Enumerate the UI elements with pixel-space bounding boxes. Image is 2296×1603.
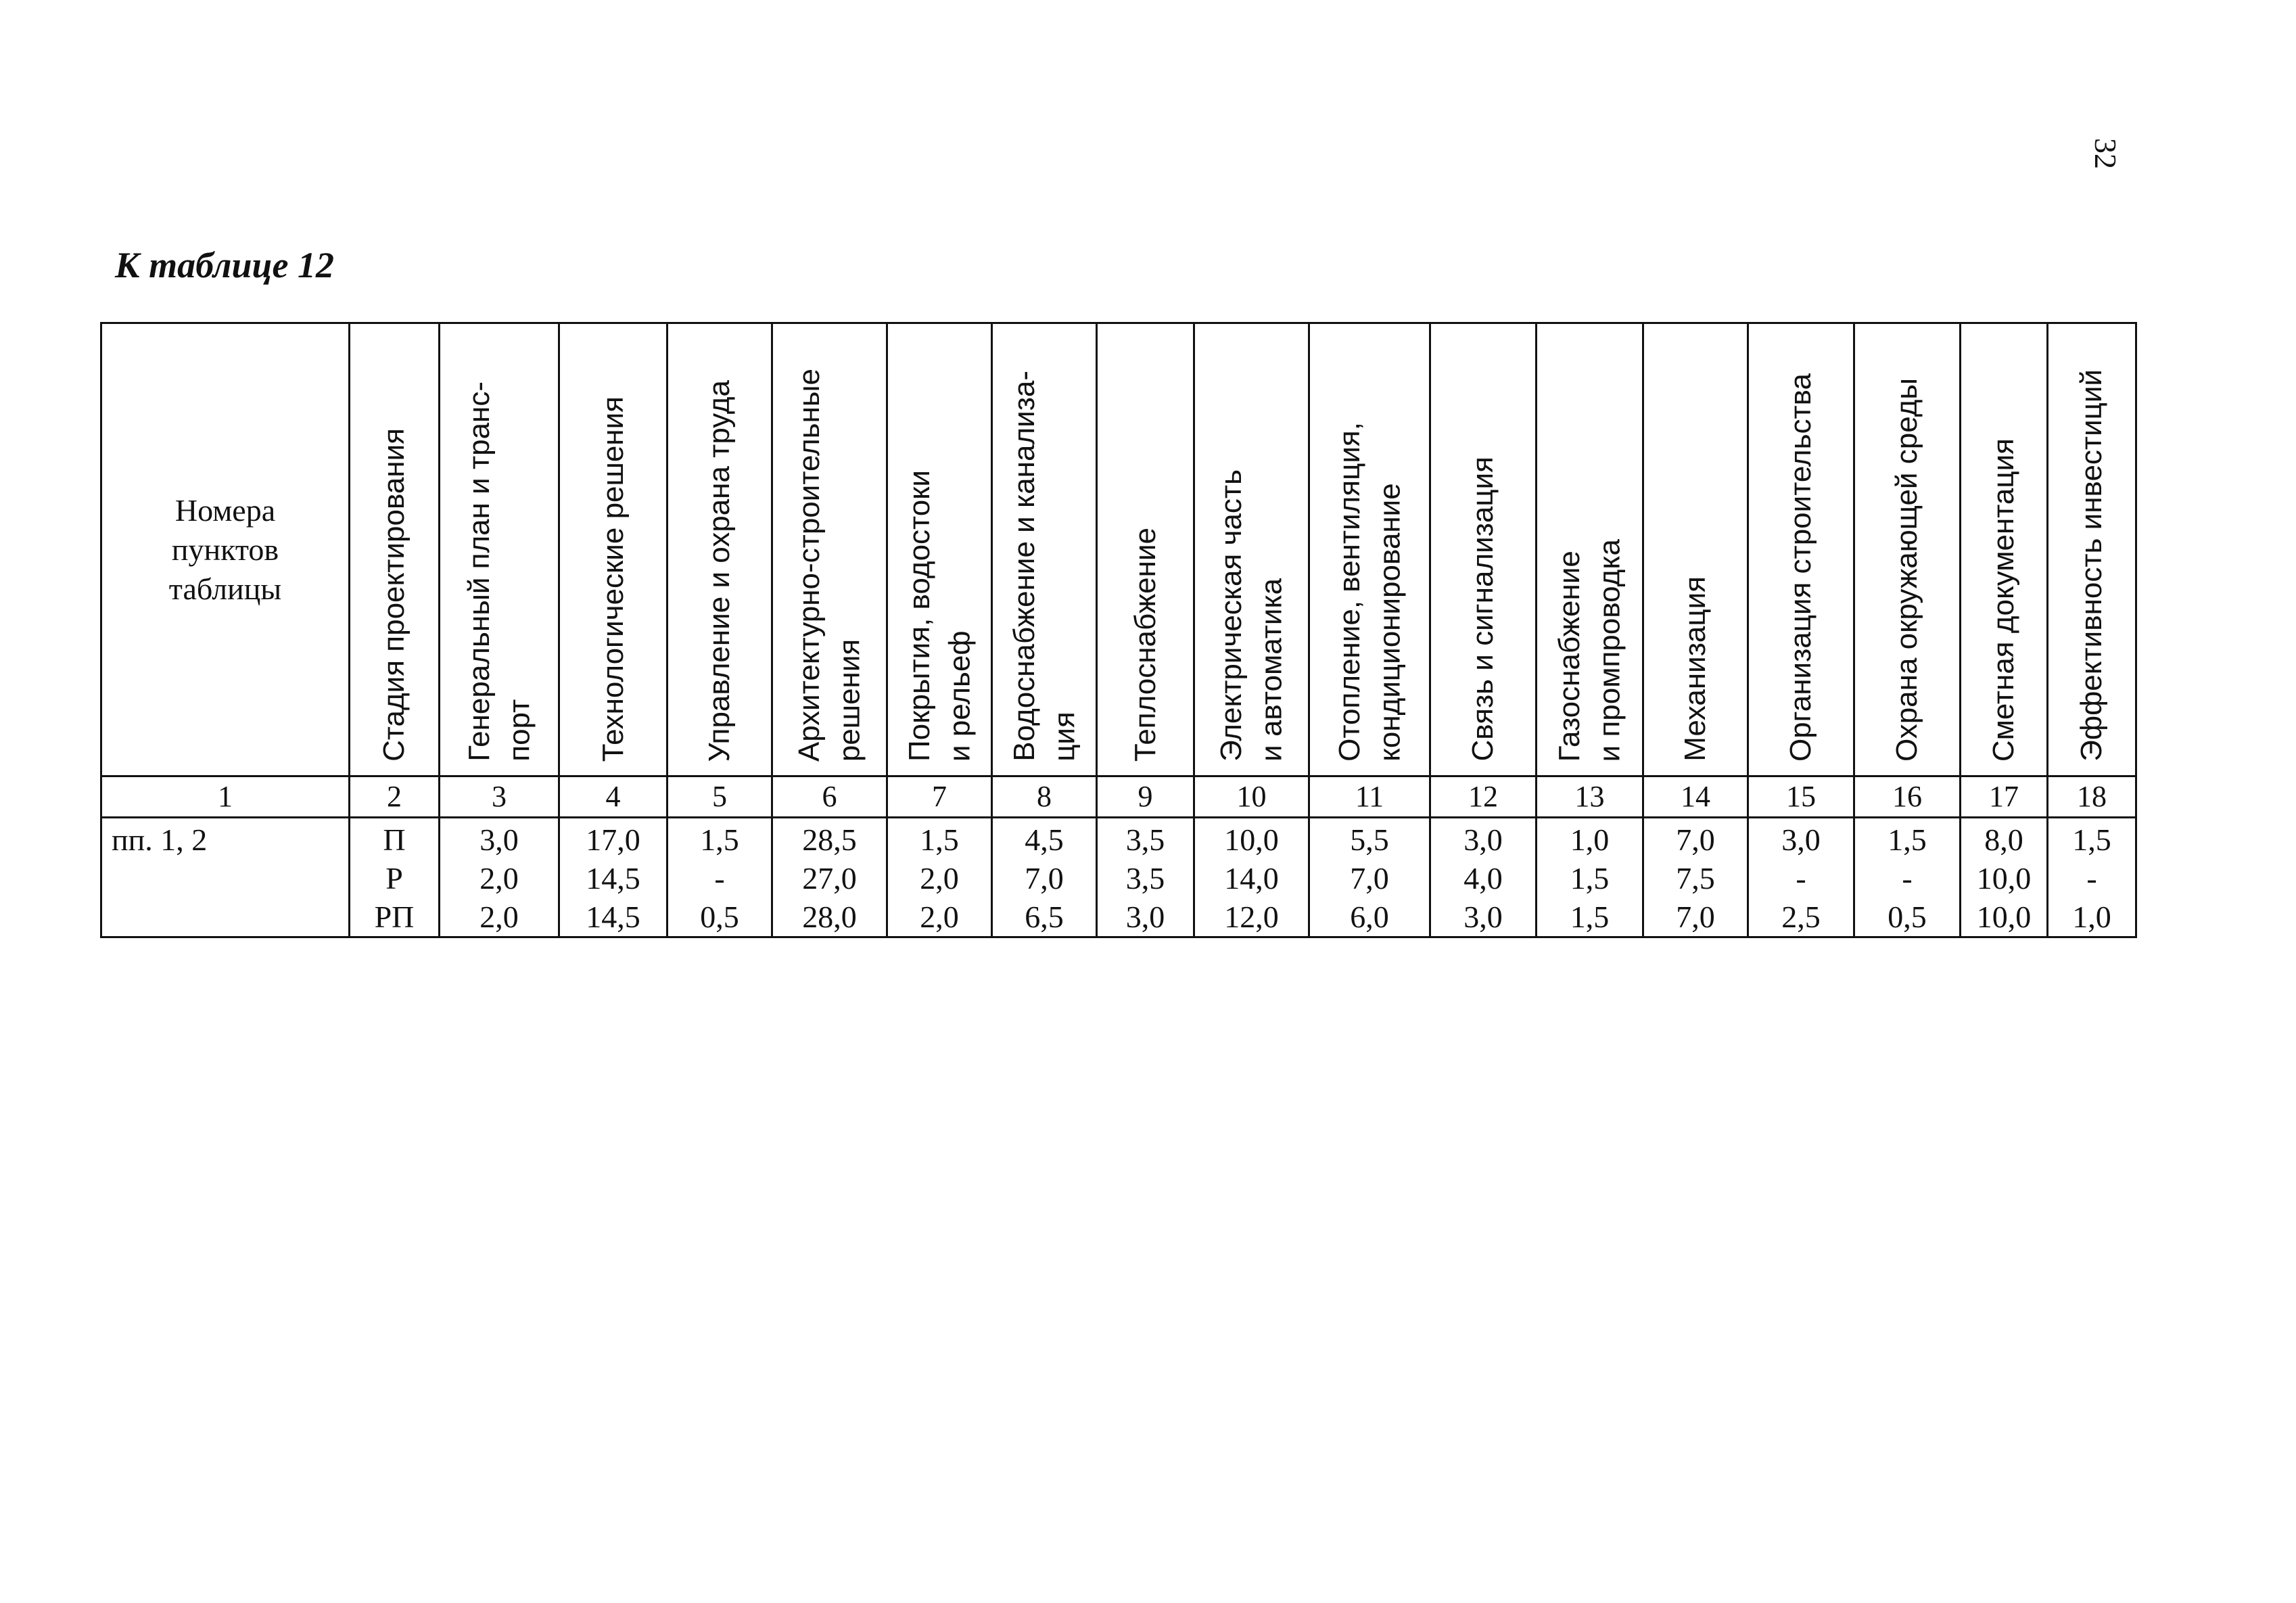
value: - xyxy=(714,861,725,896)
value: 5,5 xyxy=(1350,822,1389,857)
value: 8,0 xyxy=(1984,822,2023,857)
value: 1,5 xyxy=(1888,822,1927,857)
value: 7,0 xyxy=(1676,822,1715,857)
value: 1,5 xyxy=(920,822,959,857)
value: 2,0 xyxy=(920,900,959,934)
column-header-label xyxy=(1463,457,1503,762)
column-header xyxy=(1430,323,1537,776)
value: - xyxy=(1902,861,1913,896)
column-number: 3 xyxy=(440,776,559,818)
column-number: 4 xyxy=(559,776,667,818)
value: 28,5 xyxy=(802,822,857,857)
column-header-label xyxy=(899,470,980,762)
column-header xyxy=(1194,323,1309,776)
column-header xyxy=(1961,323,2048,776)
column-header-line: и автоматика xyxy=(1255,578,1288,762)
value-cell xyxy=(992,818,1097,937)
value: 12,0 xyxy=(1224,900,1279,934)
column-number: 14 xyxy=(1643,776,1748,818)
header-row xyxy=(101,323,2136,776)
value: - xyxy=(2086,861,2097,896)
first-column-header-line: таблицы xyxy=(168,571,282,606)
column-header-line: кондиционирование xyxy=(1373,483,1406,762)
value: 27,0 xyxy=(802,861,857,896)
column-number: 10 xyxy=(1194,776,1309,818)
column-number: 2 xyxy=(350,776,440,818)
value: 0,5 xyxy=(1888,900,1927,934)
column-header-label xyxy=(789,369,870,762)
table-caption: К таблице 12 xyxy=(115,245,334,285)
value-cell xyxy=(1430,818,1537,937)
value: 17,0 xyxy=(586,822,640,857)
column-header-label xyxy=(1675,576,1715,762)
column-header-label xyxy=(1004,371,1085,762)
column-number: 8 xyxy=(992,776,1097,818)
value-cell xyxy=(1748,818,1854,937)
stage-value: РП xyxy=(374,900,415,934)
column-header xyxy=(1097,323,1194,776)
value: 3,5 xyxy=(1125,822,1165,857)
value-cell xyxy=(1854,818,1961,937)
column-header-label xyxy=(459,381,540,762)
value: 7,0 xyxy=(1350,861,1389,896)
value: 6,0 xyxy=(1350,900,1389,934)
value-cell xyxy=(887,818,992,937)
column-number: 7 xyxy=(887,776,992,818)
value-cell xyxy=(1537,818,1643,937)
column-header-line: Эффективность инвестиций xyxy=(2075,369,2109,762)
column-header-line: Организация строительства xyxy=(1784,373,1818,762)
column-header-line: Сметная документация xyxy=(1987,438,2021,762)
value: 6,5 xyxy=(1025,900,1064,934)
value: 7,0 xyxy=(1676,900,1715,934)
column-header-label xyxy=(1211,469,1292,762)
value: 1,5 xyxy=(2072,822,2111,857)
column-header xyxy=(1537,323,1643,776)
column-header-label xyxy=(1984,438,2023,762)
stage-cell xyxy=(350,818,440,937)
column-header xyxy=(1748,323,1854,776)
column-header-line: Генеральный план и транс- xyxy=(462,381,496,762)
value: 3,0 xyxy=(1781,822,1821,857)
column-header-label xyxy=(593,396,633,762)
value: 2,0 xyxy=(920,861,959,896)
column-header-label xyxy=(1549,539,1630,762)
row-item-cell: пп. 1, 2 xyxy=(101,818,350,937)
value: 14,0 xyxy=(1224,861,1279,896)
column-header xyxy=(2048,323,2136,776)
value: 3,0 xyxy=(479,822,519,857)
value: 1,0 xyxy=(2072,900,2111,934)
value: 1,5 xyxy=(1570,861,1610,896)
column-header-line: Технологические решения xyxy=(596,396,630,762)
column-header xyxy=(350,323,440,776)
column-header-line: Связь и сигнализация xyxy=(1466,457,1500,762)
column-header xyxy=(1309,323,1430,776)
column-number: 11 xyxy=(1309,776,1430,818)
value: 7,0 xyxy=(1025,861,1064,896)
column-header xyxy=(1643,323,1748,776)
column-header-line: ция xyxy=(1048,712,1081,762)
value-cell xyxy=(1643,818,1748,937)
column-header-line: порт xyxy=(502,699,536,762)
first-column-header xyxy=(101,323,350,776)
value: 1,5 xyxy=(700,822,739,857)
column-header-line: Архитектурно-строительные xyxy=(793,368,826,762)
column-header-line: Теплоснабжение xyxy=(1128,527,1162,762)
column-number: 5 xyxy=(667,776,772,818)
column-header-line: Управление и охрана труда xyxy=(703,379,736,762)
column-header xyxy=(440,323,559,776)
data-table xyxy=(100,322,2137,938)
column-number-row xyxy=(101,776,2136,818)
value: 4,0 xyxy=(1463,861,1503,896)
value: 7,5 xyxy=(1676,861,1715,896)
value: 3,0 xyxy=(1125,900,1165,934)
value-cell xyxy=(1194,818,1309,937)
page-number: 32 xyxy=(2088,138,2123,169)
value: 2,5 xyxy=(1781,900,1821,934)
column-number: 6 xyxy=(772,776,887,818)
first-column-header-line: пунктов xyxy=(171,532,279,567)
value: 1,0 xyxy=(1570,822,1610,857)
stage-value: П xyxy=(383,822,406,857)
column-header xyxy=(992,323,1097,776)
value: 14,5 xyxy=(586,861,640,896)
column-header xyxy=(667,323,772,776)
column-header-label xyxy=(1781,373,1821,762)
column-header-label xyxy=(2071,369,2111,762)
stage-value: Р xyxy=(385,861,403,896)
column-header-line: Стадия проектирования xyxy=(377,428,411,762)
value: 3,0 xyxy=(1463,822,1503,857)
column-header-label xyxy=(374,428,414,762)
value: 14,5 xyxy=(586,900,640,934)
value-cell xyxy=(772,818,887,937)
value: 3,0 xyxy=(1463,900,1503,934)
column-header xyxy=(772,323,887,776)
column-header-line: Охрана окружающей среды xyxy=(1890,377,1924,762)
column-number: 17 xyxy=(1961,776,2048,818)
column-header-line: и промпроводка xyxy=(1593,538,1626,762)
value: 1,5 xyxy=(1570,900,1610,934)
value: 10,0 xyxy=(1224,822,1279,857)
column-header-line: Электрическая часть xyxy=(1215,469,1248,762)
table-row xyxy=(101,818,2136,937)
column-number: 16 xyxy=(1854,776,1961,818)
column-number: 9 xyxy=(1097,776,1194,818)
value: 28,0 xyxy=(802,900,857,934)
value: 10,0 xyxy=(1976,861,2032,896)
value: 3,5 xyxy=(1125,861,1165,896)
value: 2,0 xyxy=(479,861,519,896)
value: 4,5 xyxy=(1025,822,1064,857)
column-number: 18 xyxy=(2048,776,2136,818)
value: - xyxy=(1796,861,1806,896)
value: 2,0 xyxy=(479,900,519,934)
first-column-header-line: Номера xyxy=(174,492,276,528)
value-cell xyxy=(2048,818,2136,937)
value-cell xyxy=(559,818,667,937)
column-header-label xyxy=(699,380,739,762)
column-header-label xyxy=(1125,528,1165,762)
column-header xyxy=(887,323,992,776)
value: 10,0 xyxy=(1976,900,2032,934)
value-cell xyxy=(1097,818,1194,937)
column-number: 1 xyxy=(101,776,350,818)
column-header-line: Газоснабжение xyxy=(1553,550,1587,762)
value: 0,5 xyxy=(700,900,739,934)
column-header-label xyxy=(1330,422,1410,762)
column-number: 12 xyxy=(1430,776,1537,818)
value-cell xyxy=(1961,818,2048,937)
column-header-line: Отопление, вентиляция, xyxy=(1332,422,1366,762)
column-header-label xyxy=(1887,378,1927,762)
column-header-line: и рельеф xyxy=(943,630,976,762)
value-cell xyxy=(440,818,559,937)
value-cell xyxy=(667,818,772,937)
column-header xyxy=(559,323,667,776)
value-cell xyxy=(1309,818,1430,937)
column-header xyxy=(1854,323,1961,776)
column-number: 13 xyxy=(1537,776,1643,818)
column-header-line: Водоснабжение и канализа- xyxy=(1007,371,1041,762)
column-header-line: Покрытия, водостоки xyxy=(902,470,936,762)
column-header-line: решения xyxy=(833,638,866,762)
column-number: 15 xyxy=(1748,776,1854,818)
column-header-line: Механизация xyxy=(1679,576,1712,762)
